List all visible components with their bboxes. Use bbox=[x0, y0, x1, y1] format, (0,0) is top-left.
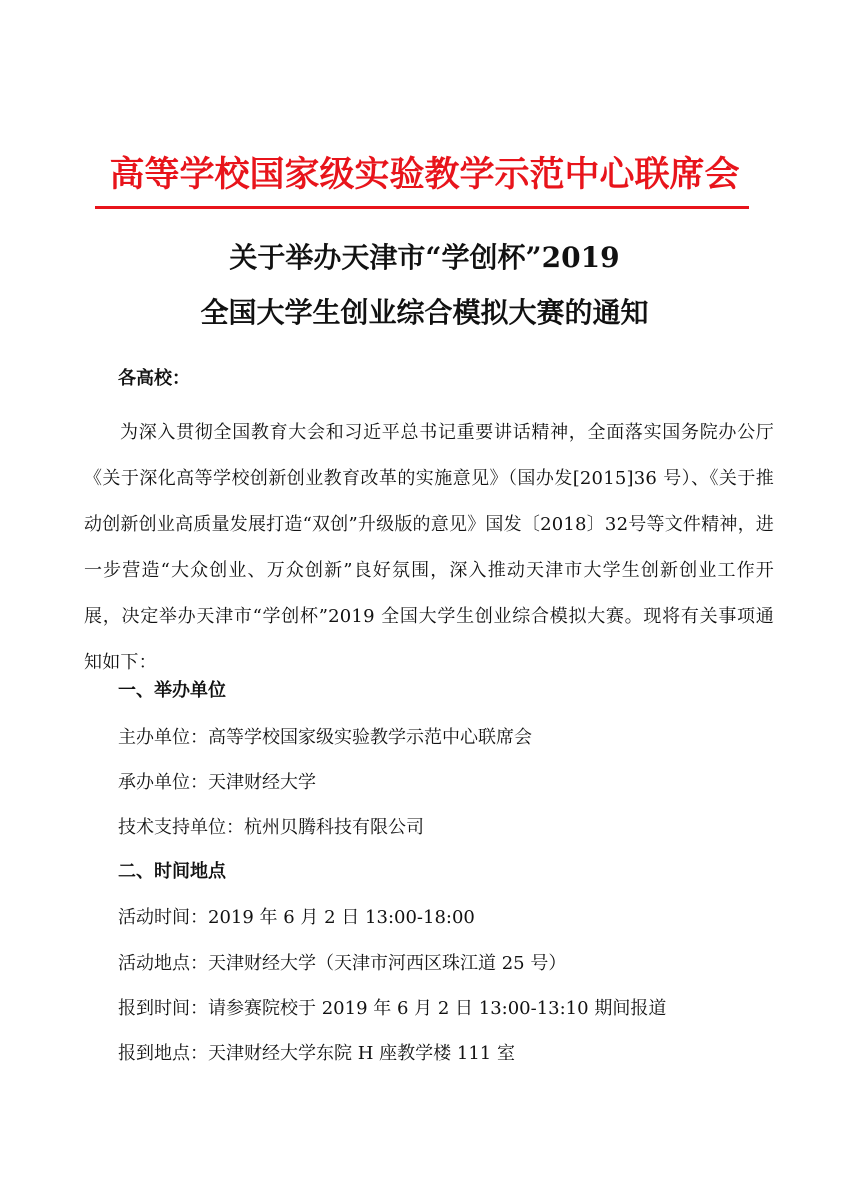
tech-support-line: 技术支持单位：杭州贝腾科技有限公司 bbox=[118, 817, 424, 838]
notice-title-line-1: 关于举办天津市“学创杯”2019 bbox=[229, 241, 620, 274]
notice-title-line-2: 全国大学生创业综合模拟大赛的通知 bbox=[200, 296, 649, 329]
event-time-line: 活动时间：2019 年 6 月 2 日 13:00-18:00 bbox=[118, 907, 475, 928]
section-heading-time-place: 二、时间地点 bbox=[118, 861, 226, 882]
organizer-line: 承办单位：天津财经大学 bbox=[118, 772, 316, 793]
section-heading-organizers: 一、举办单位 bbox=[118, 680, 226, 701]
checkin-time-line: 报到时间：请参赛院校于 2019 年 6 月 2 日 13:00-13:10 期间报道 bbox=[118, 998, 667, 1019]
salutation: 各高校： bbox=[118, 368, 190, 389]
event-place-line: 活动地点：天津财经大学（天津市河西区珠江道 25 号） bbox=[118, 953, 567, 974]
host-line: 主办单位：高等学校国家级实验教学示范中心联席会 bbox=[118, 727, 532, 748]
checkin-place-line: 报到地点：天津财经大学东院 H 座教学楼 111 室 bbox=[118, 1043, 515, 1064]
organization-header: 高等学校国家级实验教学示范中心联席会 bbox=[109, 154, 740, 195]
header-red-rule bbox=[95, 206, 749, 209]
intro-paragraph: 为深入贯彻全国教育大会和习近平总书记重要讲话精神，全面落实国务院办公厅《关于深化高等学校创新创业教育改革的实施意见》（国办发[2015]36 号）、《关于推动创新创业高质量发展打造“双创”升级版的意见》国发〔2018〕32号等文件精神，进一步营造“大众创业、万众创新”良好氛围，深入推动天津市大学生创新创业工作开展，决定举办天津市“学创杯”2019 全国大学生创业综合模拟大赛。现将有关事项通知如下： bbox=[84, 422, 774, 673]
